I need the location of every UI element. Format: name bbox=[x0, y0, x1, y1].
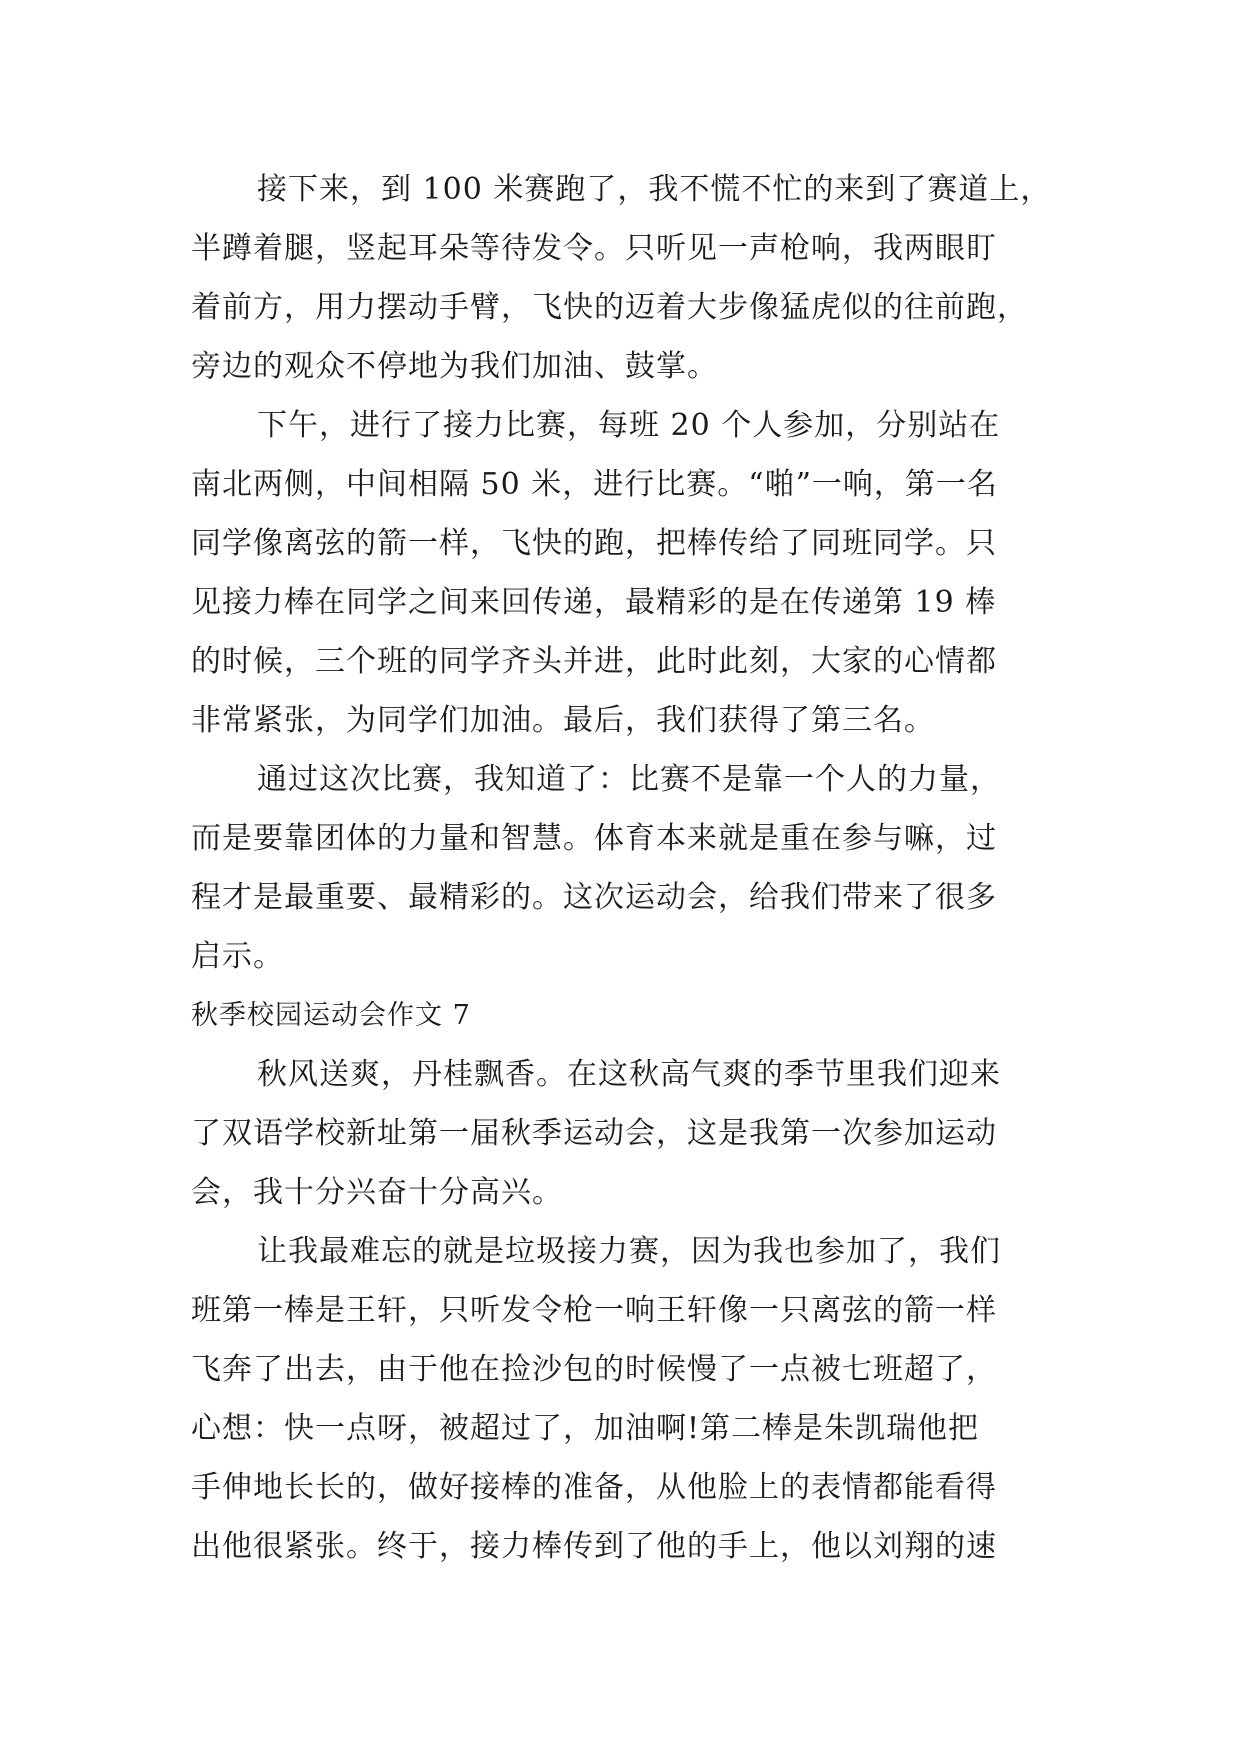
section-title: 秋季校园运动会作文 7 bbox=[191, 1000, 471, 1031]
text-line: 同学像离弦的箭一样，飞快的跑，把棒传给了同班同学。只 bbox=[191, 526, 997, 561]
text-line: 了双语学校新址第一届秋季运动会，这是我第一次参加运动 bbox=[191, 1116, 997, 1151]
paragraph-conclusion bbox=[191, 750, 1051, 986]
text-line: 让我最难忘的就是垃圾接力赛，因为我也参加了，我们 bbox=[257, 1234, 1001, 1269]
text-line: 通过这次比赛，我知道了：比赛不是靠一个人的力量， bbox=[257, 762, 1001, 797]
paragraph-autumn-intro bbox=[191, 1045, 1051, 1222]
paragraph-100m-race bbox=[191, 160, 1051, 396]
text-line: 的时候，三个班的同学齐头并进，此时此刻，大家的心情都 bbox=[191, 644, 997, 679]
text-line: 启示。 bbox=[191, 939, 284, 974]
text-line: 班第一棒是王轩，只听发令枪一响王轩像一只离弦的箭一样 bbox=[191, 1293, 997, 1328]
text-line: 旁边的观众不停地为我们加油、鼓掌。 bbox=[191, 349, 718, 384]
text-line: 南北两侧，中间相隔 50 米，进行比赛。“啪”一响，第一名 bbox=[191, 467, 998, 502]
text-line: 半蹲着腿，竖起耳朵等待发令。只听见一声枪响，我两眼盯 bbox=[191, 231, 997, 266]
paragraph-garbage-relay bbox=[191, 1222, 1051, 1576]
text-line: 非常紧张，为同学们加油。最后，我们获得了第三名。 bbox=[191, 703, 935, 738]
text-line: 接下来，到 100 米赛跑了，我不慌不忙的来到了赛道上， bbox=[257, 172, 1052, 207]
text-line: 出他很紧张。终于，接力棒传到了他的手上，他以刘翔的速 bbox=[191, 1529, 997, 1564]
text-line: 会，我十分兴奋十分高兴。 bbox=[191, 1175, 563, 1210]
paragraph-relay-race bbox=[191, 396, 1051, 750]
text-line: 下午，进行了接力比赛，每班 20 个人参加，分别站在 bbox=[257, 408, 1001, 443]
document-body bbox=[191, 160, 1051, 1576]
text-line: 而是要靠团体的力量和智慧。体育本来就是重在参与嘛，过 bbox=[191, 821, 997, 856]
text-line: 飞奔了出去，由于他在捡沙包的时候慢了一点被七班超了， bbox=[191, 1352, 997, 1387]
text-line: 秋风送爽，丹桂飘香。在这秋高气爽的季节里我们迎来 bbox=[257, 1057, 1001, 1092]
text-line: 见接力棒在同学之间来回传递，最精彩的是在传递第 19 棒 bbox=[191, 585, 997, 620]
text-line: 手伸地长长的，做好接棒的准备，从他脸上的表情都能看得 bbox=[191, 1470, 997, 1505]
text-line: 心想：快一点呀，被超过了，加油啊!第二棒是朱凯瑞他把 bbox=[191, 1411, 980, 1446]
text-line: 程才是最重要、最精彩的。这次运动会，给我们带来了很多 bbox=[191, 880, 997, 915]
text-line: 着前方，用力摆动手臂，飞快的迈着大步像猛虎似的往前跑， bbox=[191, 290, 1028, 325]
